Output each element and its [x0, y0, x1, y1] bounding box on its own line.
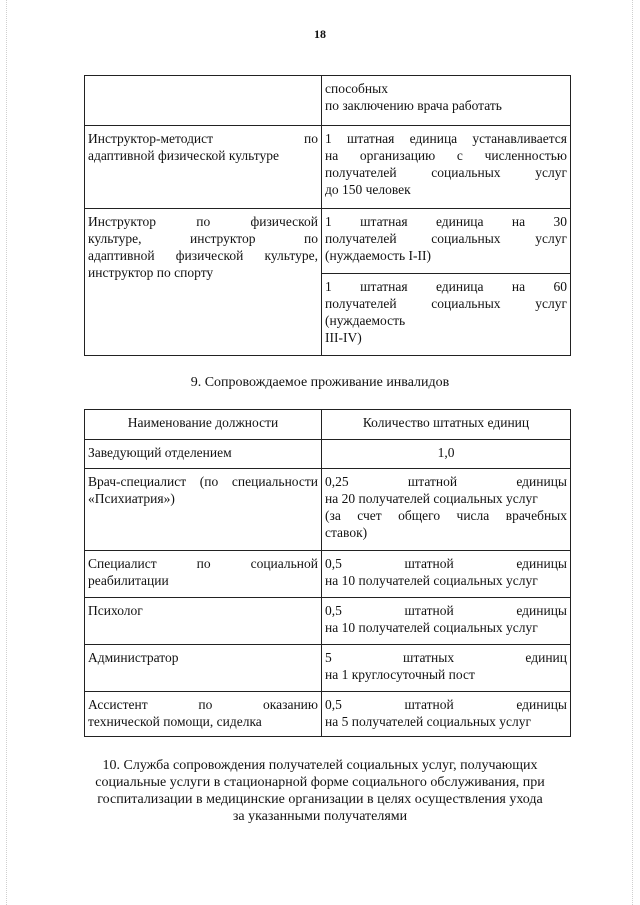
cell-line: получателей социальных услуг [325, 231, 567, 246]
table-row [85, 692, 571, 737]
title-line: госпитализации в медицинские организации в целях осуществления ухода [97, 792, 543, 807]
cell-line: Специалист по социальной [88, 556, 318, 571]
norm-cell [322, 126, 571, 209]
table-header-row [85, 410, 571, 440]
position-cell [85, 645, 322, 692]
title-line: социальные услуги в стационарной форме социального обслуживания, при [95, 775, 545, 790]
cell-line: на 20 получателей социальных услуг [325, 491, 538, 506]
position-cell [85, 209, 322, 356]
cell-line: Администратор [88, 650, 179, 665]
section-9-title: 9. Сопровождаемое проживание инвалидов [190, 375, 450, 390]
cell-line: «Психиатрия») [88, 491, 175, 506]
staffing-table-continued [84, 75, 571, 356]
cell-line: на 10 получателей социальных услуг [325, 620, 538, 635]
table-row [85, 440, 571, 469]
cell-line: до 150 человек [325, 182, 411, 197]
cell-line: 5 штатных единиц [325, 650, 567, 665]
cell-line: Врач-специалист (по специальности [88, 474, 318, 489]
table-row [85, 209, 571, 274]
table-row [85, 76, 571, 126]
cell-line: (за счет общего числа врачебных [325, 508, 567, 523]
cell-line: III-IV) [325, 330, 362, 345]
cell-line: адаптивной физической культуре, [88, 248, 318, 263]
norm-cell [322, 645, 571, 692]
cell-line: Ассистент по оказанию [88, 697, 318, 712]
norm-cell [322, 692, 571, 737]
position-cell [85, 76, 322, 126]
cell-line: 1 штатная единица устанавливается [325, 131, 567, 146]
cell-line: технической помощи, сиделка [88, 714, 262, 729]
cell-line: по заключению врача работать [325, 98, 502, 113]
position-cell [85, 598, 322, 645]
cell-line: Психолог [88, 603, 143, 618]
cell-line: (нуждаемость I-II) [325, 248, 432, 263]
table-row [85, 469, 571, 551]
norm-cell [322, 209, 571, 274]
cell-line: на 5 получателей социальных услуг [325, 714, 532, 729]
cell-line: 1 штатная единица на 60 [325, 279, 567, 294]
cell-line: 0,25 штатной единицы [325, 474, 567, 489]
norm-cell [322, 551, 571, 598]
table-row [85, 598, 571, 645]
position-cell [85, 440, 322, 469]
cell-line: 1,0 [437, 445, 455, 460]
section-10-title [0, 757, 640, 825]
table-row [85, 551, 571, 598]
supported-living-staffing-table [84, 409, 571, 737]
cell-line: Инструктор по физической [88, 214, 318, 229]
cell-line: на 10 получателей социальных услуг [325, 573, 538, 588]
cell-line: реабилитации [88, 573, 169, 588]
cell-line: (нуждаемость [325, 313, 406, 328]
norm-cell [322, 76, 571, 126]
cell-line: 0,5 штатной единицы [325, 603, 567, 618]
position-cell [85, 551, 322, 598]
cell-line: Заведующий отделением [88, 445, 232, 460]
norm-cell [322, 598, 571, 645]
title-line: 10. Служба сопровождения получателей социальных услуг, получающих [102, 758, 538, 773]
cell-line: культуре, инструктор по [88, 231, 318, 246]
cell-line: адаптивной физической культуре [88, 148, 279, 163]
position-cell [85, 126, 322, 209]
header-quantity: Количество штатных единиц [322, 410, 571, 440]
cell-line: ставок) [325, 525, 368, 540]
title-line: за указанными получателями [232, 809, 408, 824]
norm-cell [322, 469, 571, 551]
cell-line: получателей социальных услуг [325, 165, 567, 180]
cell-line: на организацию с численностью [325, 148, 567, 163]
table-row [85, 126, 571, 209]
page-number: 18 [314, 27, 326, 41]
header-position: Наименование должности [85, 410, 322, 440]
position-cell [85, 692, 322, 737]
norm-cell [322, 274, 571, 356]
cell-line: 1 штатная единица на 30 [325, 214, 567, 229]
norm-cell [322, 440, 571, 469]
cell-line: на 1 круглосуточный пост [325, 667, 475, 682]
cell-line: 0,5 штатной единицы [325, 556, 567, 571]
cell-line: получателей социальных услуг [325, 296, 567, 311]
table-row [85, 645, 571, 692]
cell-line: способных [325, 81, 388, 96]
position-cell [85, 469, 322, 551]
cell-line: 0,5 штатной единицы [325, 697, 567, 712]
cell-line: Инструктор-методист по [88, 131, 318, 146]
cell-line: инструктор по спорту [88, 265, 214, 280]
